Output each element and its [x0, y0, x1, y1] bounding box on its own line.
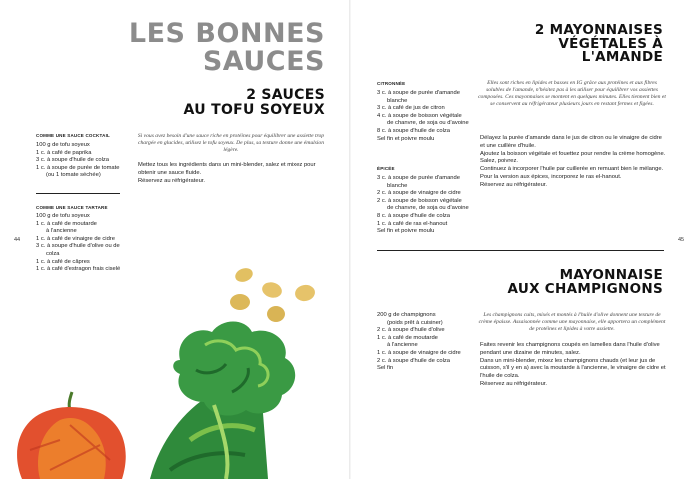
chickpea-illustration: [233, 266, 254, 284]
ingredient: à l'ancienne: [46, 228, 77, 235]
chickpea-illustration: [230, 294, 250, 310]
tartare-label: COMME UNE SAUCE TARTARE: [36, 205, 108, 210]
tofu-method: Mettez tous les ingrédients dans un mini-blender, salez et mixez pour obtenir une sauce fluide. Réservez au réfrigérateur.: [138, 162, 316, 184]
ingredient: 1 c. à café de moutarde: [36, 220, 97, 227]
amande-title-line: VÉGÉTALES À: [558, 35, 663, 52]
amande-title-line: 2 MAYONNAISES: [534, 22, 663, 38]
champ-method: Faites revenir les champignons coupés en lamelles dans l'huile d'olive pendant une dizaine de minutes, salez. Dans un mini-blender, mixez les champignons chauds (et leur jus de cuisson, s'il y en a) avec la moutarde à l'ancienne, le vinaigre de cidre et l'huile de colza. Réservez au réfrigérateur.: [480, 342, 666, 387]
page-title-line: SAUCES: [202, 46, 325, 77]
ingredient: 3 c. à soupe d'huile d'olive ou de: [36, 243, 120, 250]
champ-recipe-title: [470, 268, 663, 296]
ingredient: à l'ancienne: [387, 342, 418, 349]
amande-method: Délayez la purée d'amande dans le jus de citron ou le vinaigre de cidre et une cuillère d'huile. Ajoutez la boisson végétale et fouettez pour rendre la crème homogène. Salez, poivrez. Continuez à incorporer l'huile par cuillerée en remuant bien le mélange. Pour la version aux épices, incorporez le ras el-hanout. Réservez au réfrigérateur.: [480, 135, 666, 188]
ingredient: blanche: [387, 182, 408, 189]
ingredient: 1 c. à soupe de purée de tomate: [36, 164, 120, 171]
tofu-title-line: AU TOFU SOYEUX: [183, 102, 325, 118]
champ-title-line: AUX CHAMPIGNONS: [507, 281, 663, 297]
champ-ingredients: [377, 312, 469, 373]
ingredient: 1 c. à café de ras el-hanout: [377, 220, 448, 227]
ingredient: blanche: [387, 97, 408, 104]
chickpea-illustration: [267, 306, 285, 322]
page-number-right: 45: [678, 237, 685, 243]
ingredient: 2 c. à soupe de vinaigre de cidre: [377, 190, 461, 197]
ingredient: colza: [46, 250, 60, 257]
section-divider: [377, 250, 664, 251]
epicee-label: ÉPICÉE: [377, 166, 395, 171]
tomato-illustration: [17, 392, 126, 479]
ingredient: 1 c. à café de vinaigre de cidre: [36, 235, 115, 242]
ingredient: 3 c. à café de jus de citron: [377, 105, 445, 112]
ingredient: de chanvre, de soja ou d'avoine: [387, 120, 469, 127]
page-number-left: 44: [14, 237, 21, 243]
chickpea-illustration: [260, 280, 283, 300]
ingredient: 1 c. à café de câpres: [36, 258, 90, 265]
ingredient: 1 c. à café de moutarde: [377, 334, 438, 341]
ingredient: 2 c. à soupe d'huile de colza: [377, 357, 450, 364]
tofu-intro: Si vous avez besoin d'une sauce riche en protéines pour équilibrer une assiette trop chargée en glucides, utilisez le tofu soyeux. De plus, sa texture donne une émulsion légère.: [137, 133, 325, 153]
broccoli-illustration: [150, 322, 295, 479]
citron-ingredients: [377, 90, 469, 143]
cocktail-label: COMME UNE SAUCE COCKTAIL: [36, 133, 110, 138]
ingredient: Sel fin et poivre moulu: [377, 228, 435, 235]
ingredient: (ou 1 tomate séchée): [46, 172, 101, 179]
ingredient: Sel fin et poivre moulu: [377, 135, 435, 142]
ingredient: 1 c. à soupe de vinaigre de cidre: [377, 349, 461, 356]
page-title-line: LES BONNES: [128, 18, 325, 49]
ingredient: 100 g de tofu soyeux: [36, 213, 90, 219]
citron-label: CITRONNÉE: [377, 81, 406, 86]
ingredient: Sel fin: [377, 365, 394, 372]
ingredient: 3 c. à soupe de purée d'amande: [377, 175, 460, 181]
ingredient: 1 c. à café de paprika: [36, 149, 92, 156]
ingredient: 4 c. à soupe de boisson végétale: [377, 112, 462, 119]
amande-intro: Elles sont riches en lipides et basses en IG grâce aux protéines et aux fibres solubles de l'amande, n'hésitez pas à les utiliser pour équilibrer vos assiettes composées. Ces mayonnaises se montent en quelques minutes. Elles tiennent bien et se conservent au réfrigérateur plusieurs jours en restant fermes et figées.: [478, 80, 666, 107]
ingredient: de chanvre, de soja ou d'avoine: [387, 205, 469, 212]
ingredient: (poids prêt à cuisiner): [387, 319, 443, 326]
ingredient: 2 c. à soupe d'huile d'olive: [377, 327, 445, 334]
ingredient: 100 g de tofu soyeux: [36, 142, 90, 148]
champ-title-line: MAYONNAISE: [559, 267, 663, 283]
ingredient: 1 c. à café d'estragon frais ciselé: [36, 266, 121, 273]
tofu-title-line: 2 SAUCES: [246, 87, 325, 103]
chickpea-illustration: [294, 283, 316, 302]
ingredient: 8 c. à soupe d'huile de colza: [377, 212, 450, 219]
ingredient: 3 c. à soupe de purée d'amande: [377, 90, 460, 96]
ingredient: 2 c. à soupe de boisson végétale: [377, 197, 462, 204]
champ-intro: Les champignons cuits, mixés et montés à l'huile d'olive donnent une texture de crème épaisse. Assaisonnée comme une mayonnaise, elle apportera un complément de protéines et lipides à votre assiette.: [478, 312, 666, 332]
ingredient: 200 g de champignons: [377, 312, 436, 318]
ingredient: 3 c. à soupe d'huile de colza: [36, 157, 109, 164]
epicee-ingredients: [377, 175, 469, 236]
amande-recipe-title: [470, 24, 663, 65]
amande-title-line: L'AMANDE: [581, 49, 663, 65]
ingredient: 8 c. à soupe d'huile de colza: [377, 127, 450, 134]
